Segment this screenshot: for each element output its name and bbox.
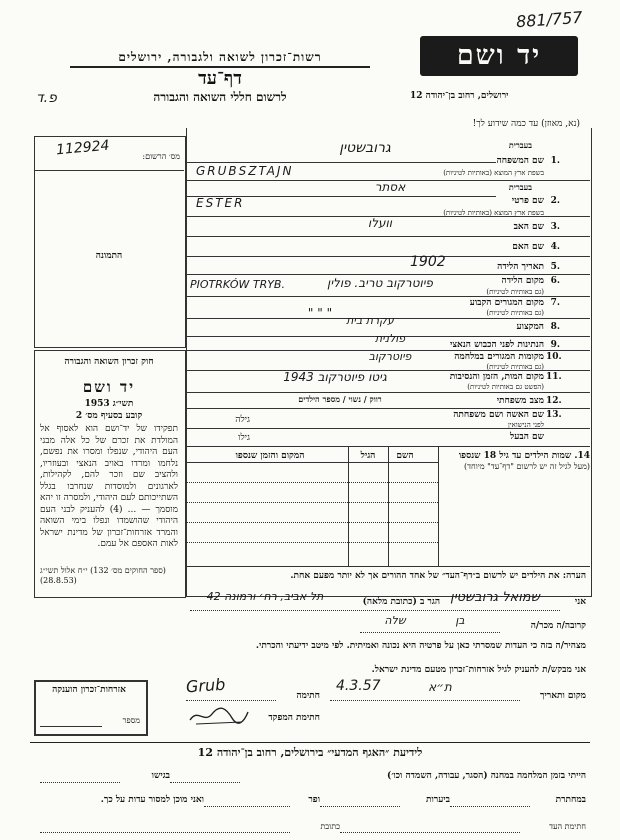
field-2-label2: בעברית: [508, 182, 532, 192]
field-2-value-latin: ESTER: [196, 196, 245, 210]
field-6-value-latin: PIOTRKÓW TRYB.: [190, 278, 285, 291]
field-7-num: 7.: [550, 298, 560, 308]
registration-value: 112924: [55, 137, 111, 159]
field-8-num: 8.: [550, 322, 560, 332]
field-8-value: עקרת בית: [346, 314, 394, 327]
law-clause: קובע בסעיף מס׳ 2: [75, 411, 143, 421]
bottom-line3-b: חתימת העד: [549, 822, 586, 831]
children-label: 14. שמות הילדים עד גיל 18 שנספו: [458, 451, 590, 461]
field-11-sub: (הפשט גם באותיות לטיניות): [467, 383, 544, 391]
logo-text: יד ושם: [456, 40, 542, 71]
note: הערה: את הילדים יש לרשום ב״דף־העד״ של אחד ההורים אך לא יותר מפעם אחת.: [290, 571, 586, 581]
field-husband-value: גילו: [238, 433, 250, 443]
handwritten-mark: פ.ד: [36, 90, 57, 106]
citizenship-title: אזרחות־זכרון הוענקה: [52, 685, 126, 695]
children-col-name: השם: [396, 451, 414, 461]
law-footnote: (ספר החוקים מס׳ 132) י״ח אלול תשי״ג (28.8.53): [40, 566, 166, 585]
field-13-sub: לפני הנישואין: [508, 421, 544, 429]
witness-request: אני מבקש/ת להעניק לגיל אזרחות־זכרון מטעם מדינת ישראל.: [371, 665, 586, 675]
bottom-line1: הייתי בזמן המלחמה במחנה (הסגר, עבודה, השמדה וכו׳): [387, 771, 586, 781]
field-2-sub: בשפת ארץ המוצא (באותיות לטיניות): [443, 209, 544, 217]
field-6-value-he: פיוטרקוב טריב. פולין: [327, 276, 433, 290]
bottom-line2: במחתרת: [555, 795, 586, 805]
field-2-num: 2.: [550, 196, 560, 206]
field-10-num: 10.: [546, 352, 562, 362]
bottom-line2-c: ואני מוכן למסור עדות על כך.: [100, 795, 204, 805]
witness-name: שמואל גרובשטין: [450, 590, 540, 605]
children-col-place: המקום והזמן שנספו: [235, 451, 305, 461]
field-9-label: הנתינות לפני הכבוש הנאצי: [449, 340, 544, 350]
question-top: (נא, מאוזן) עד כמה שידוע לך!: [472, 119, 580, 129]
field-6-label: מקום הלידה: [501, 276, 544, 286]
form-title: דף־עד: [198, 68, 242, 89]
field-8-label: המקצוע: [516, 322, 544, 332]
witness-declaration: מצהיר/ה בזה כי העדות שמסרתי כאן על פרטיה היא נכונה ואמיתית. לפי מיטב ידיעתי והכרתי.: [255, 641, 586, 651]
bottom-title: לידיעת ״האגף המדעי״ בירושלים, רחוב בן־יהודה 12: [197, 746, 423, 759]
verifier-label: חתימת המפקד: [268, 713, 320, 723]
witness-signature-label: חתימה: [296, 691, 320, 701]
law-title: חוק זכרון השואה והגבורה: [64, 357, 154, 367]
witness-relation: בן: [455, 614, 465, 627]
bottom-line2-a: ביערות: [425, 795, 450, 805]
law-year: תשי״ג 1953: [84, 399, 134, 409]
witness-address-label: הגר ב (כתובת מלאה): [362, 597, 440, 607]
field-1-num: 1.: [550, 156, 560, 166]
witness-i-label: אני: [574, 597, 586, 607]
field-2-value-he: אסתר: [374, 180, 406, 194]
field-10-sub: (גם באותיות לטיניות): [486, 363, 544, 371]
field-12-value: רווק / נשוי / מספר הילדים: [298, 394, 382, 404]
bottom-line1-a: בגישו: [151, 771, 170, 781]
witness-place: ת״א: [428, 680, 452, 694]
header-address: ירושלים, רחוב בן־יהודה 12: [410, 91, 509, 101]
photo-label: התמונה: [95, 251, 123, 261]
field-2-label: שם פרטי: [511, 196, 544, 206]
law-logo: יד ושם: [82, 378, 136, 396]
field-6-sub: (גם באותיות לטיניות): [486, 288, 544, 296]
field-3-value: וועלו: [367, 216, 393, 230]
field-5-num: 5.: [550, 262, 560, 272]
registration-label: מס׳ הרשום:: [142, 152, 180, 161]
field-13-label: שם האשה ושם משפחתה: [453, 410, 544, 420]
witness-date: 4.3.57: [336, 678, 381, 694]
bottom-line2-b: ופר: [308, 795, 320, 805]
field-13-value: גילה: [235, 415, 250, 425]
field-1-label: שם המשפחה: [496, 156, 544, 166]
field-3-num: 3.: [550, 222, 560, 232]
law-body: תפקידו של יד־ושם הוא לאסוף אל המולדת את זכרם של כל אלה מבני העם היהודי, שנפלו ומסרו את נפשם, נלחמו ומרדו באויב הנאצי ובעוזריו, ולהציב שם וזכר להם, לקהילות, לארגונים ולמוסדות שנחרבו בגלל השתייכותם לעם היהודי, ולמסרה זו יהא מוסמך — ... (4) להעניק לבני העם היהודי שהושמדו ונפלו בימי השואה והמרד אזרחות־זכרון של מדינת ישראל לאות האספם אל עמם.: [40, 424, 178, 549]
photo-box: [34, 136, 186, 348]
field-1-value-he: גרובשטין: [339, 140, 391, 156]
children-col-age: הגיל: [360, 451, 376, 461]
field-9-num: 9.: [550, 340, 560, 350]
field-11-label: מקום המות, הזמן והנסיבות: [449, 372, 544, 382]
field-10-value: פיוטרקוב: [368, 350, 412, 363]
field-7-sub: (גם באותיות לטיניות): [486, 309, 544, 317]
archive-number: 881/757: [515, 7, 584, 32]
field-husband-label: שם הבעל: [510, 432, 544, 442]
field-5-value: 1902: [410, 254, 446, 270]
logo-block: [420, 36, 578, 76]
verifier-signature: [186, 704, 252, 726]
witness-place-date-label: מקום ותאריך: [540, 691, 586, 701]
field-7-value: " " ": [307, 306, 333, 320]
field-12-num: 12.: [546, 396, 562, 406]
bottom-line3-a: כתובת: [320, 822, 340, 831]
field-13-num: 13.: [546, 410, 562, 420]
form-subtitle: לרשום חללי השואה והגבורה: [153, 90, 287, 104]
authority-title: רשות־זכרון לשואה ולגבורה, ירושלים: [118, 50, 322, 64]
field-1-value-latin: GRUBSZTAJN: [196, 164, 294, 178]
witness-relation2: שלה: [384, 614, 406, 627]
children-sub: (מעל לגיל זה יש לרשום "דף־עד" מיוחד): [464, 462, 590, 471]
citizenship-number-label: מספר: [122, 716, 140, 725]
field-6-num: 6.: [550, 276, 560, 286]
field-4-label: שם האם: [512, 242, 544, 252]
witness-relation-label: קרובה/ה מכר/ה: [530, 621, 586, 631]
field-3-label: שם האב: [513, 222, 544, 232]
witness-signature: Grub: [185, 674, 226, 697]
field-5-label: תאריך הלידה: [497, 262, 544, 272]
witness-address: תל אביב, רח׳ ורמונה 42: [206, 590, 324, 603]
field-1-label2: בעברית: [508, 140, 532, 150]
field-12-label: מצב משפחתי: [496, 396, 544, 406]
field-11-value: גיטו פיוטרקוב 1943: [283, 370, 387, 384]
field-4-num: 4.: [550, 242, 560, 252]
field-9-value: פולנית: [374, 332, 406, 345]
field-7-label: מקום המגורים הקבוע: [469, 298, 544, 308]
field-10-label: מקומות המגורים במלחמה: [454, 352, 544, 362]
field-11-num: 11.: [546, 372, 562, 382]
field-1-sub: בשפת ארץ המוצא (באותיות לטיניות): [443, 169, 544, 177]
